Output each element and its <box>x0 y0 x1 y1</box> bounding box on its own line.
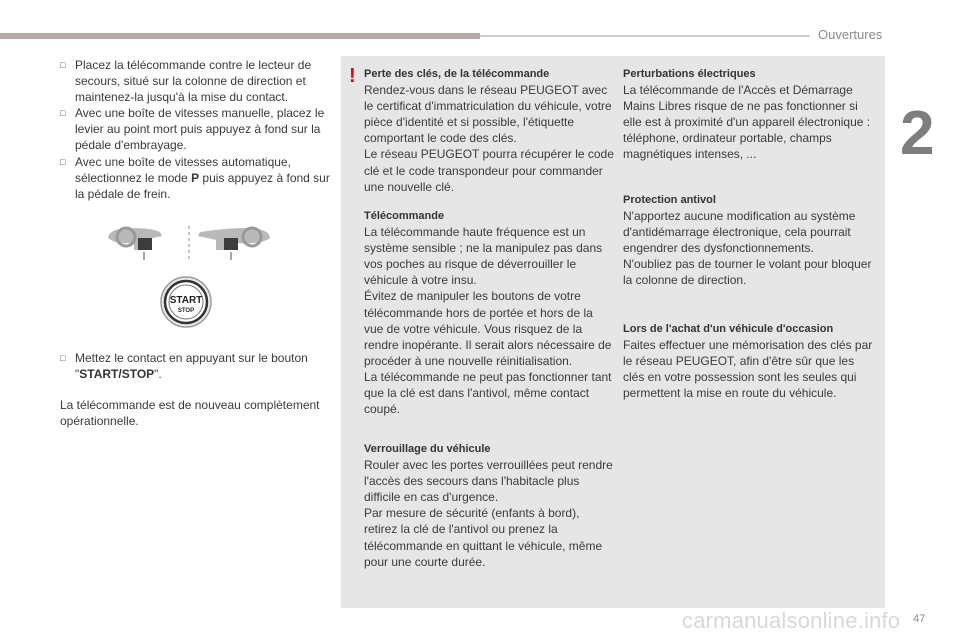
info-section <box>364 441 614 570</box>
start-label: START <box>169 295 203 306</box>
section-text: Faites effectuer une mémorisation des clés par le réseau PEUGEOT, afin d'être sûr que les clés en votre possession sont les seules qui permettent la mise en route du véhicule. <box>623 338 873 401</box>
automatic-steering-pedal-icon <box>198 228 270 260</box>
instruction-text-end: ". <box>154 367 162 382</box>
info-section <box>364 208 614 417</box>
instruction-text-end: puis appuyez à fond sur la pédale de frein. <box>75 170 330 201</box>
instruction-text: Placez la télécommande contre le lecteur de secours, situé sur la colonne de direction et maintenez-la jusqu'à la mise du contact. <box>75 58 312 105</box>
instruction-text: Avec une boîte de vitesses manuelle, placez le levier au point mort puis appuyez à fond sur la pédale d'embrayage. <box>75 106 325 153</box>
info-section <box>623 192 878 289</box>
info-section <box>364 66 614 195</box>
info-section <box>623 321 878 401</box>
header-accent-bar <box>0 33 480 39</box>
instruction-text: Mettez le contact en appuyant sur le bouton " <box>75 351 308 382</box>
checkbox-bullet-icon: □ <box>60 156 66 167</box>
instruction-item <box>60 57 330 105</box>
closing-paragraph: La télécommande est de nouveau complètement opérationnelle. <box>60 398 320 429</box>
chapter-number: 2 <box>900 99 935 168</box>
instruction-item <box>60 350 345 382</box>
section-text: La télécommande haute fréquence est un système sensible ; ne la manipulez pas dans vos poches au risque de déverrouiller le véhicule à votre insu. Évitez de manipuler les boutons de votre télécommande hors de portée et hors de la vue de votre véhicule. Vous risquez de la rendre inopérante. Il serait alors nécessaire de procéder à une nouvelle réinitialisation. La télécommande ne peut pas fonctionner tant que la clé est dans l'antivol, même contact coupé. <box>364 225 612 417</box>
section-heading: Perturbations électriques <box>623 68 756 80</box>
section-title: Ouvertures <box>818 27 883 42</box>
start-stop-label: START/STOP <box>79 367 155 382</box>
section-heading: Perte des clés, de la télécommande <box>364 68 550 80</box>
section-text: Rouler avec les portes verrouillées peut rendre l'accès des secours dans l'habitacle plus difficile en cas d'urgence. Par mesure de sécurité (enfants à bord), retirez la clé de l'antivol ou prenez la télécommande en quittant le véhicule, même pour une courte durée. <box>364 458 613 569</box>
section-text: La télécommande de l'Accès et Démarrage Mains Libres risque de ne pas fonctionner si elle est à proximité d'un appareil électronique : téléphone, ordinateur portable, champs magnétiques intenses, ... <box>623 83 871 162</box>
instruction-text: Avec une boîte de vitesses automatique, sélectionnez le mode <box>75 154 291 185</box>
info-section <box>623 66 878 163</box>
checkbox-bullet-icon: □ <box>60 353 66 363</box>
section-heading: Lors de l'achat d'un véhicule d'occasion <box>623 323 834 335</box>
page-number: 47 <box>913 613 926 625</box>
section-heading: Verrouillage du véhicule <box>364 443 491 455</box>
stop-label: STOP <box>177 308 195 314</box>
gear-mode-label: P <box>191 170 200 185</box>
start-stop-button-icon <box>161 277 211 327</box>
section-text: Rendez-vous dans le réseau PEUGEOT avec le certificat d'immatriculation du véhicule, votre pièce d'identité et si possible, l'étiquette comportant le code des clés. Le réseau PEUGEOT pourra récupérer le code clé et le code transpondeur pour commander une nouvelle clé. <box>364 83 614 194</box>
section-heading: Protection antivol <box>623 194 716 206</box>
checkbox-bullet-icon: □ <box>60 108 66 119</box>
section-text: N'apportez aucune modification au système d'antidémarrage électronique, cela pourrait engendrer des dysfonctionnements. N'oubliez pas de tourner le volant pour bloquer la colonne de direction. <box>623 209 872 288</box>
instruction-list <box>60 57 330 202</box>
warning-icon: ! <box>349 65 356 87</box>
instruction-item <box>60 105 330 153</box>
section-heading: Télécommande <box>364 210 445 222</box>
manual-steering-pedal-icon <box>108 228 162 260</box>
header-rule <box>480 35 810 37</box>
checkbox-bullet-icon: □ <box>60 60 66 70</box>
watermark: carmanualsonline.info <box>682 608 901 633</box>
instruction-item <box>60 154 330 202</box>
start-stop-illustration <box>104 224 274 328</box>
